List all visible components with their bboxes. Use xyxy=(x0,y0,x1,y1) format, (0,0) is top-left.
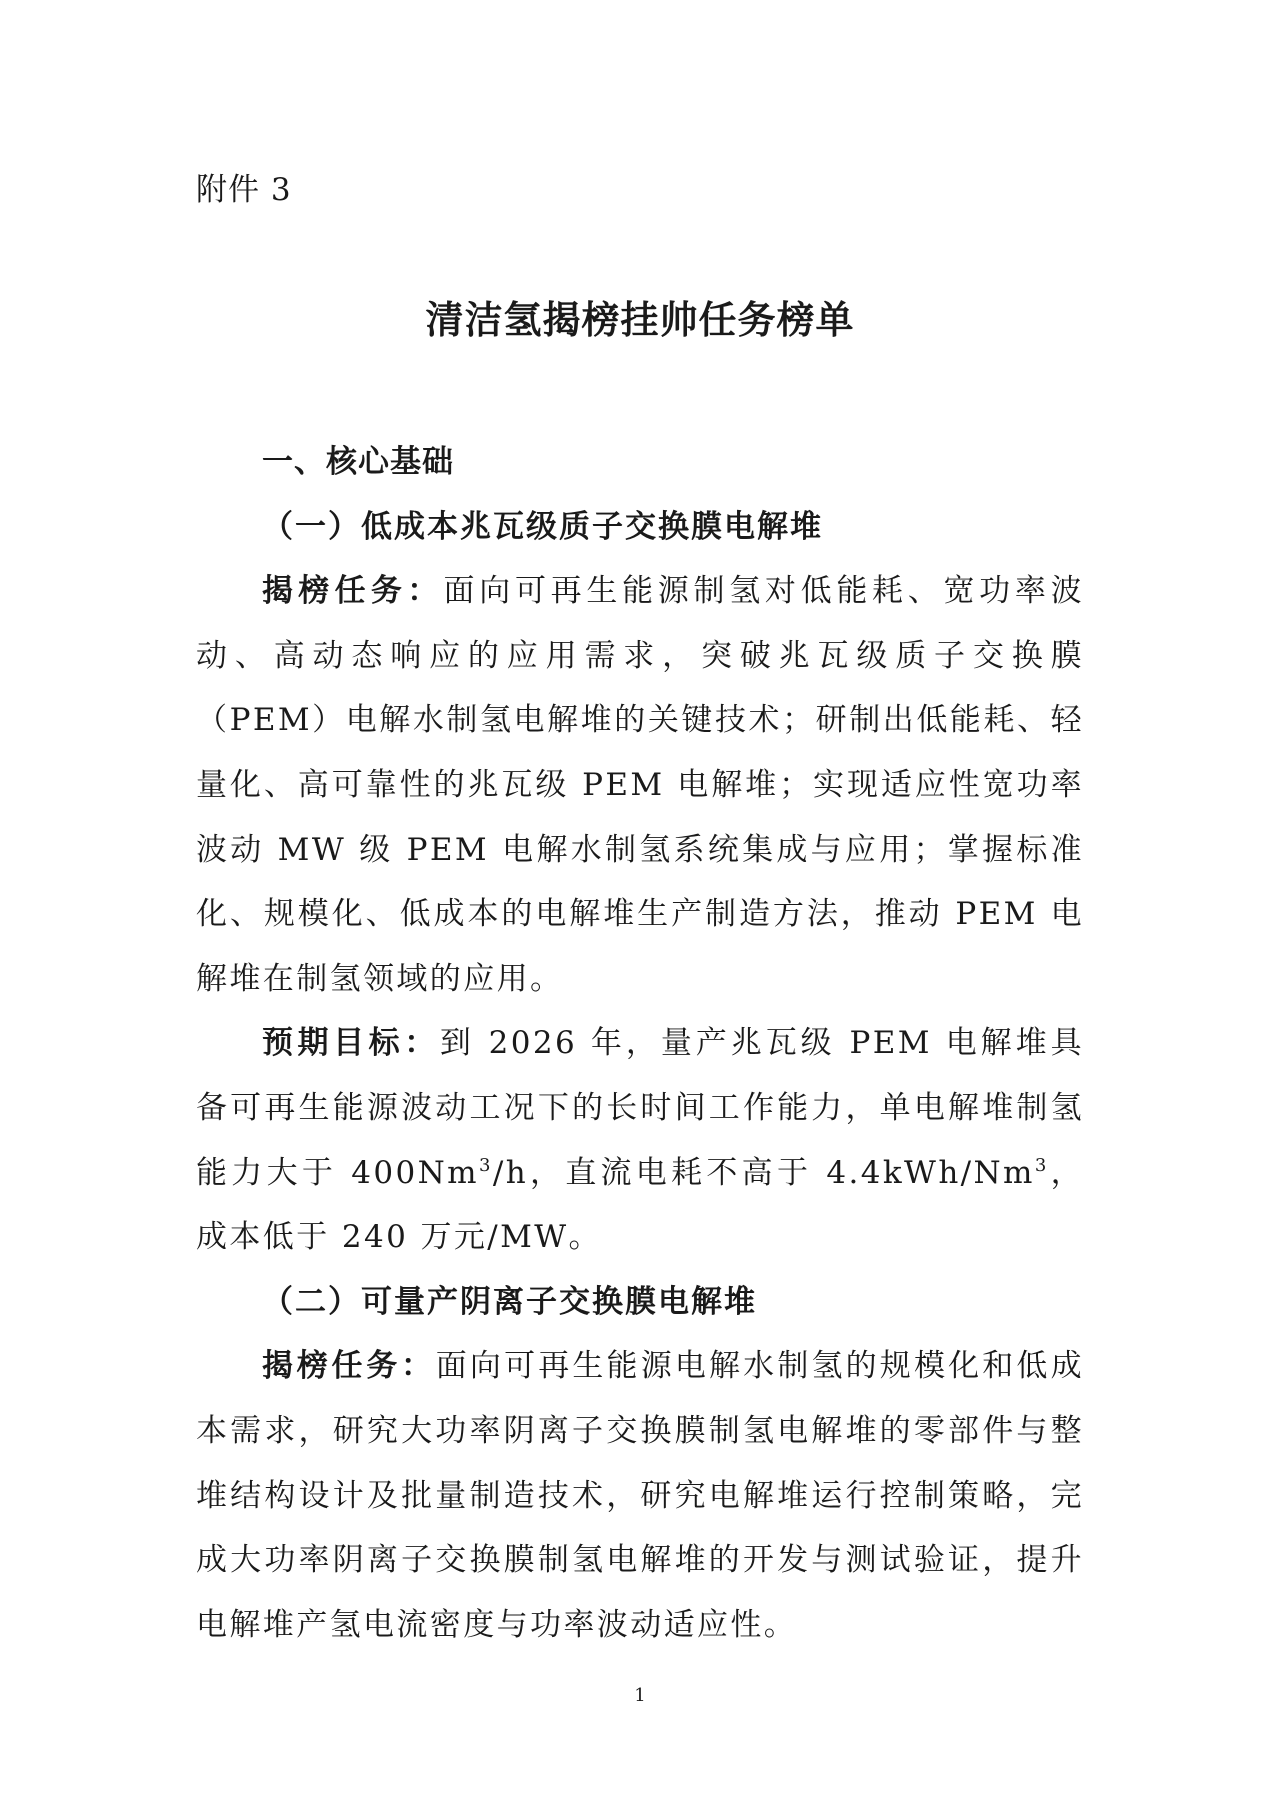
pem-target-text-3: ，成本低于 240 万元/MW。 xyxy=(196,1154,1085,1256)
pem-target-text-1: 到 2026 年，量产兆瓦级 PEM 电解堆具备可再生能源波动工况下的长时间工作能力，单电解堆制氢能力大于 400Nm xyxy=(196,1025,1084,1191)
pem-target-superscript-2: 3 xyxy=(1034,1154,1049,1176)
pem-target-label: 预期目标： xyxy=(262,1025,440,1062)
subsection-heading-aem-electrolyzer: （二）可量产阴离子交换膜电解堆 xyxy=(262,1283,757,1320)
document-body xyxy=(196,430,1084,1657)
pem-target-paragraph xyxy=(196,1011,1084,1269)
pem-task-text: 面向可再生能源制氢对低能耗、宽功率波动、高动态响应的应用需求，突破兆瓦级质子交换膜（PEM）电解水制氢电解堆的关键技术；研制出低能耗、轻量化、高可靠性的兆瓦级 PEM 电解堆；实现适应性宽功率波动 MW 级 PEM 电解水制氢系统集成与应用；掌握标准化、规模化、低成本的电解堆生产制造方法，推动 PEM 电解堆在制氢领域的应用。 xyxy=(196,573,1084,997)
pem-task-paragraph xyxy=(196,559,1084,1011)
page-number: 1 xyxy=(634,1685,646,1706)
pem-task-label: 揭榜任务： xyxy=(262,573,444,610)
aem-task-label: 揭榜任务： xyxy=(262,1348,436,1385)
attachment-label: 附件 3 xyxy=(196,172,292,208)
section-heading-core-basics: 一、核心基础 xyxy=(262,444,454,480)
aem-task-paragraph xyxy=(196,1334,1084,1657)
pem-target-text-2: /h，直流电耗不高于 4.4kWh/Nm xyxy=(492,1154,1035,1191)
document-title: 清洁氢揭榜挂帅任务榜单 xyxy=(425,297,855,342)
subsection-heading-pem-electrolyzer: （一）低成本兆瓦级质子交换膜电解堆 xyxy=(262,508,823,545)
aem-task-text: 面向可再生能源电解水制氢的规模化和低成本需求，研究大功率阴离子交换膜制氢电解堆的零部件与整堆结构设计及批量制造技术，研究电解堆运行控制策略，完成大功率阴离子交换膜制氢电解堆的开发与测试验证，提升电解堆产氢电流密度与功率波动适应性。 xyxy=(196,1348,1084,1643)
pem-target-superscript-1: 3 xyxy=(478,1154,493,1176)
